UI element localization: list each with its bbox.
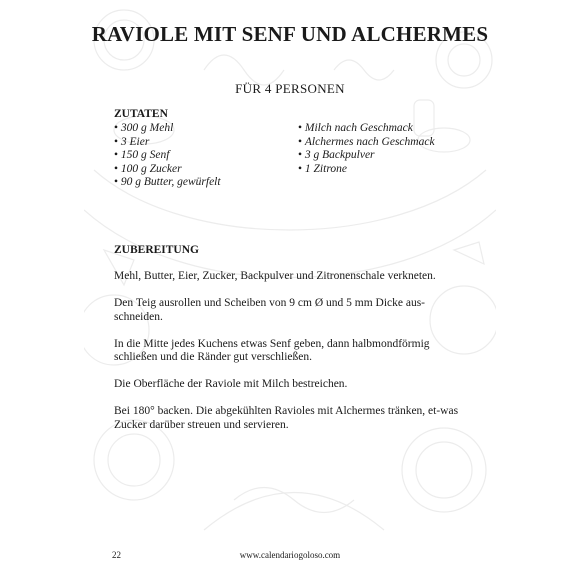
ingredients-heading: ZUTATEN [114, 108, 168, 120]
ingredients-list-left [114, 122, 221, 190]
website-url: www.calendariogoloso.com [239, 550, 341, 560]
ingredients-list-right [298, 122, 435, 176]
preparation-step: Den Teig ausrollen und Scheiben von 9 cm Ø und 5 mm Dicke aus-schneiden. [114, 297, 426, 323]
ingredient-item: • 300 g Mehl [114, 122, 221, 136]
preparation-step: Die Oberfläche der Raviole mit Milch bestreichen. [114, 378, 348, 390]
page-number: 22 [112, 550, 121, 560]
preparation-step: In die Mitte jedes Kuchens etwas Senf geben, dann halbmondförmig schließen und die Ränder gut verschließen. [114, 337, 430, 363]
ingredient-item: • 3 Eier [114, 136, 221, 150]
ingredient-item: • 3 g Backpulver [298, 149, 435, 163]
recipe-page [84, 0, 496, 580]
preparation-step: Mehl, Butter, Eier, Zucker, Backpulver und Zitronenschale verkneten. [114, 270, 436, 282]
ingredient-item: • 100 g Zucker [114, 163, 221, 177]
ingredient-item: • Alchermes nach Geschmack [298, 136, 435, 150]
ingredient-item: • 1 Zitrone [298, 163, 435, 177]
servings-label: FÜR 4 PERSONEN [235, 81, 345, 96]
ingredient-item: • 90 g Butter, gewürfelt [114, 176, 221, 190]
ingredient-item: • Milch nach Geschmack [298, 122, 435, 136]
ingredient-item: • 150 g Senf [114, 149, 221, 163]
preparation-step: Bei 180° backen. Die abgekühlten Ravioles mit Alchermes tränken, et-was Zucker darüber streuen und servieren. [114, 405, 459, 431]
preparation-heading: ZUBEREITUNG [114, 244, 199, 256]
recipe-title: RAVIOLE MIT SENF UND ALCHERMES [91, 22, 489, 46]
preparation-steps [114, 270, 466, 446]
